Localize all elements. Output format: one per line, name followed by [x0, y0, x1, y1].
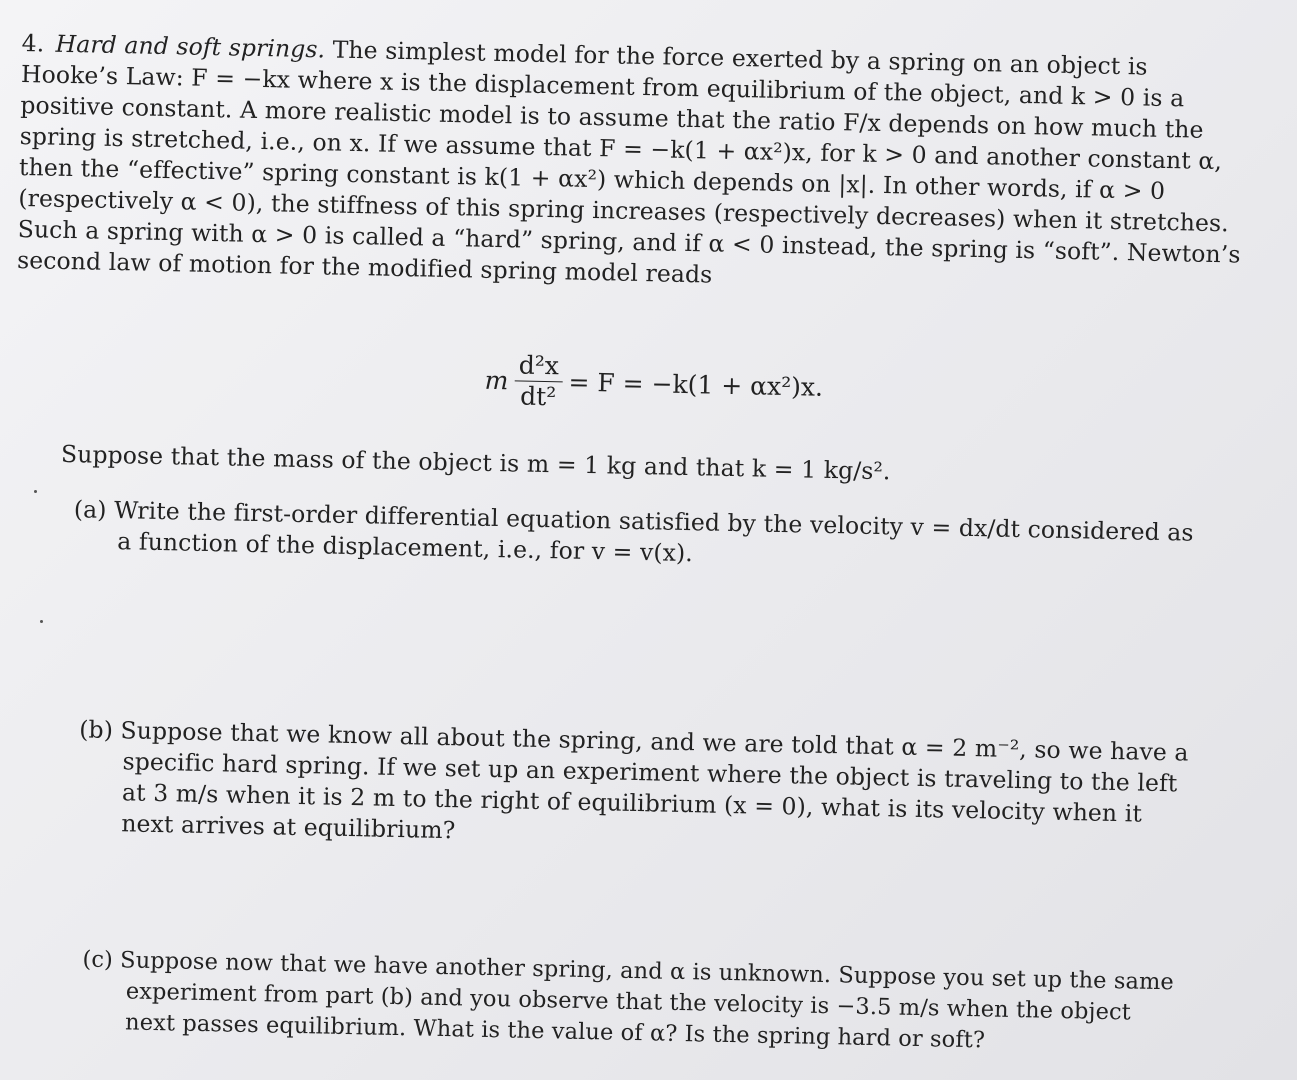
problem-title: Hard and soft springs. — [55, 29, 326, 64]
part-a — [73, 494, 1214, 580]
fraction-numerator: d²x — [514, 350, 563, 382]
problem-statement — [17, 28, 1252, 302]
part-a-text: (a) Write the first-order differential equation satisfied by the velocity v = dx/dt considered as a function of the displacement, i.e., for v = v(x). — [73, 495, 1194, 568]
stray-mark — [34, 490, 37, 493]
part-b — [77, 714, 1199, 861]
equation-rhs: = F = −k(1 + αx²)x. — [568, 367, 824, 402]
given-values: Suppose that the mass of the object is m = 1 kg and that k = 1 kg/s². — [60, 439, 891, 486]
equation-mass-coefficient: m — [484, 365, 509, 396]
problem-intro: The simplest model for the force exerted by a spring on an object is Hooke’s Law: F = −kx where x is the displacement from equilibrium of the object, and k > 0 is a positive constant. A more realistic model is to assume that the ratio F/x depends on how much the spring is stretched, i.e., on x. If we assume that F = −k(1 + αx²)x, for k > 0 and another constant α, then the “effective” spring constant is k(1 + αx²) which depends on |x|. In other words, if α > 0 (respectively α < 0), the stiffness of this spring increases (respectively decreases) when it stretches. Such a spring with α > 0 is called a “hard” spring, and if α < 0 instead, the spring is “soft”. Newton’s second law of motion for the modified spring model reads — [16, 35, 1241, 289]
worksheet-page — [1, 28, 1262, 1074]
part-c — [81, 944, 1183, 1060]
stray-mark — [40, 620, 43, 623]
part-c-text: (c) Suppose now that we have another spring, and α is unknown. Suppose you set up the same experiment from part (b) and you observe that the velocity is −3.5 m/s when the object next passes equilibrium. What is the value of α? Is the spring hard or soft? — [82, 946, 1175, 1054]
second-derivative-fraction — [514, 350, 563, 412]
fraction-denominator: dt² — [519, 381, 557, 412]
problem-number: 4. — [21, 28, 45, 58]
part-b-text: (b) Suppose that we know all about the spring, and we are told that α = 2 m⁻², so we have a specific hard spring. If we set up an experiment where the object is traveling to the left at 3 m/s when it is 2 m to the right of equilibrium (x = 0), what is its velocity when it next arrives at equilibrium? — [79, 715, 1189, 845]
newton-equation — [484, 350, 824, 418]
